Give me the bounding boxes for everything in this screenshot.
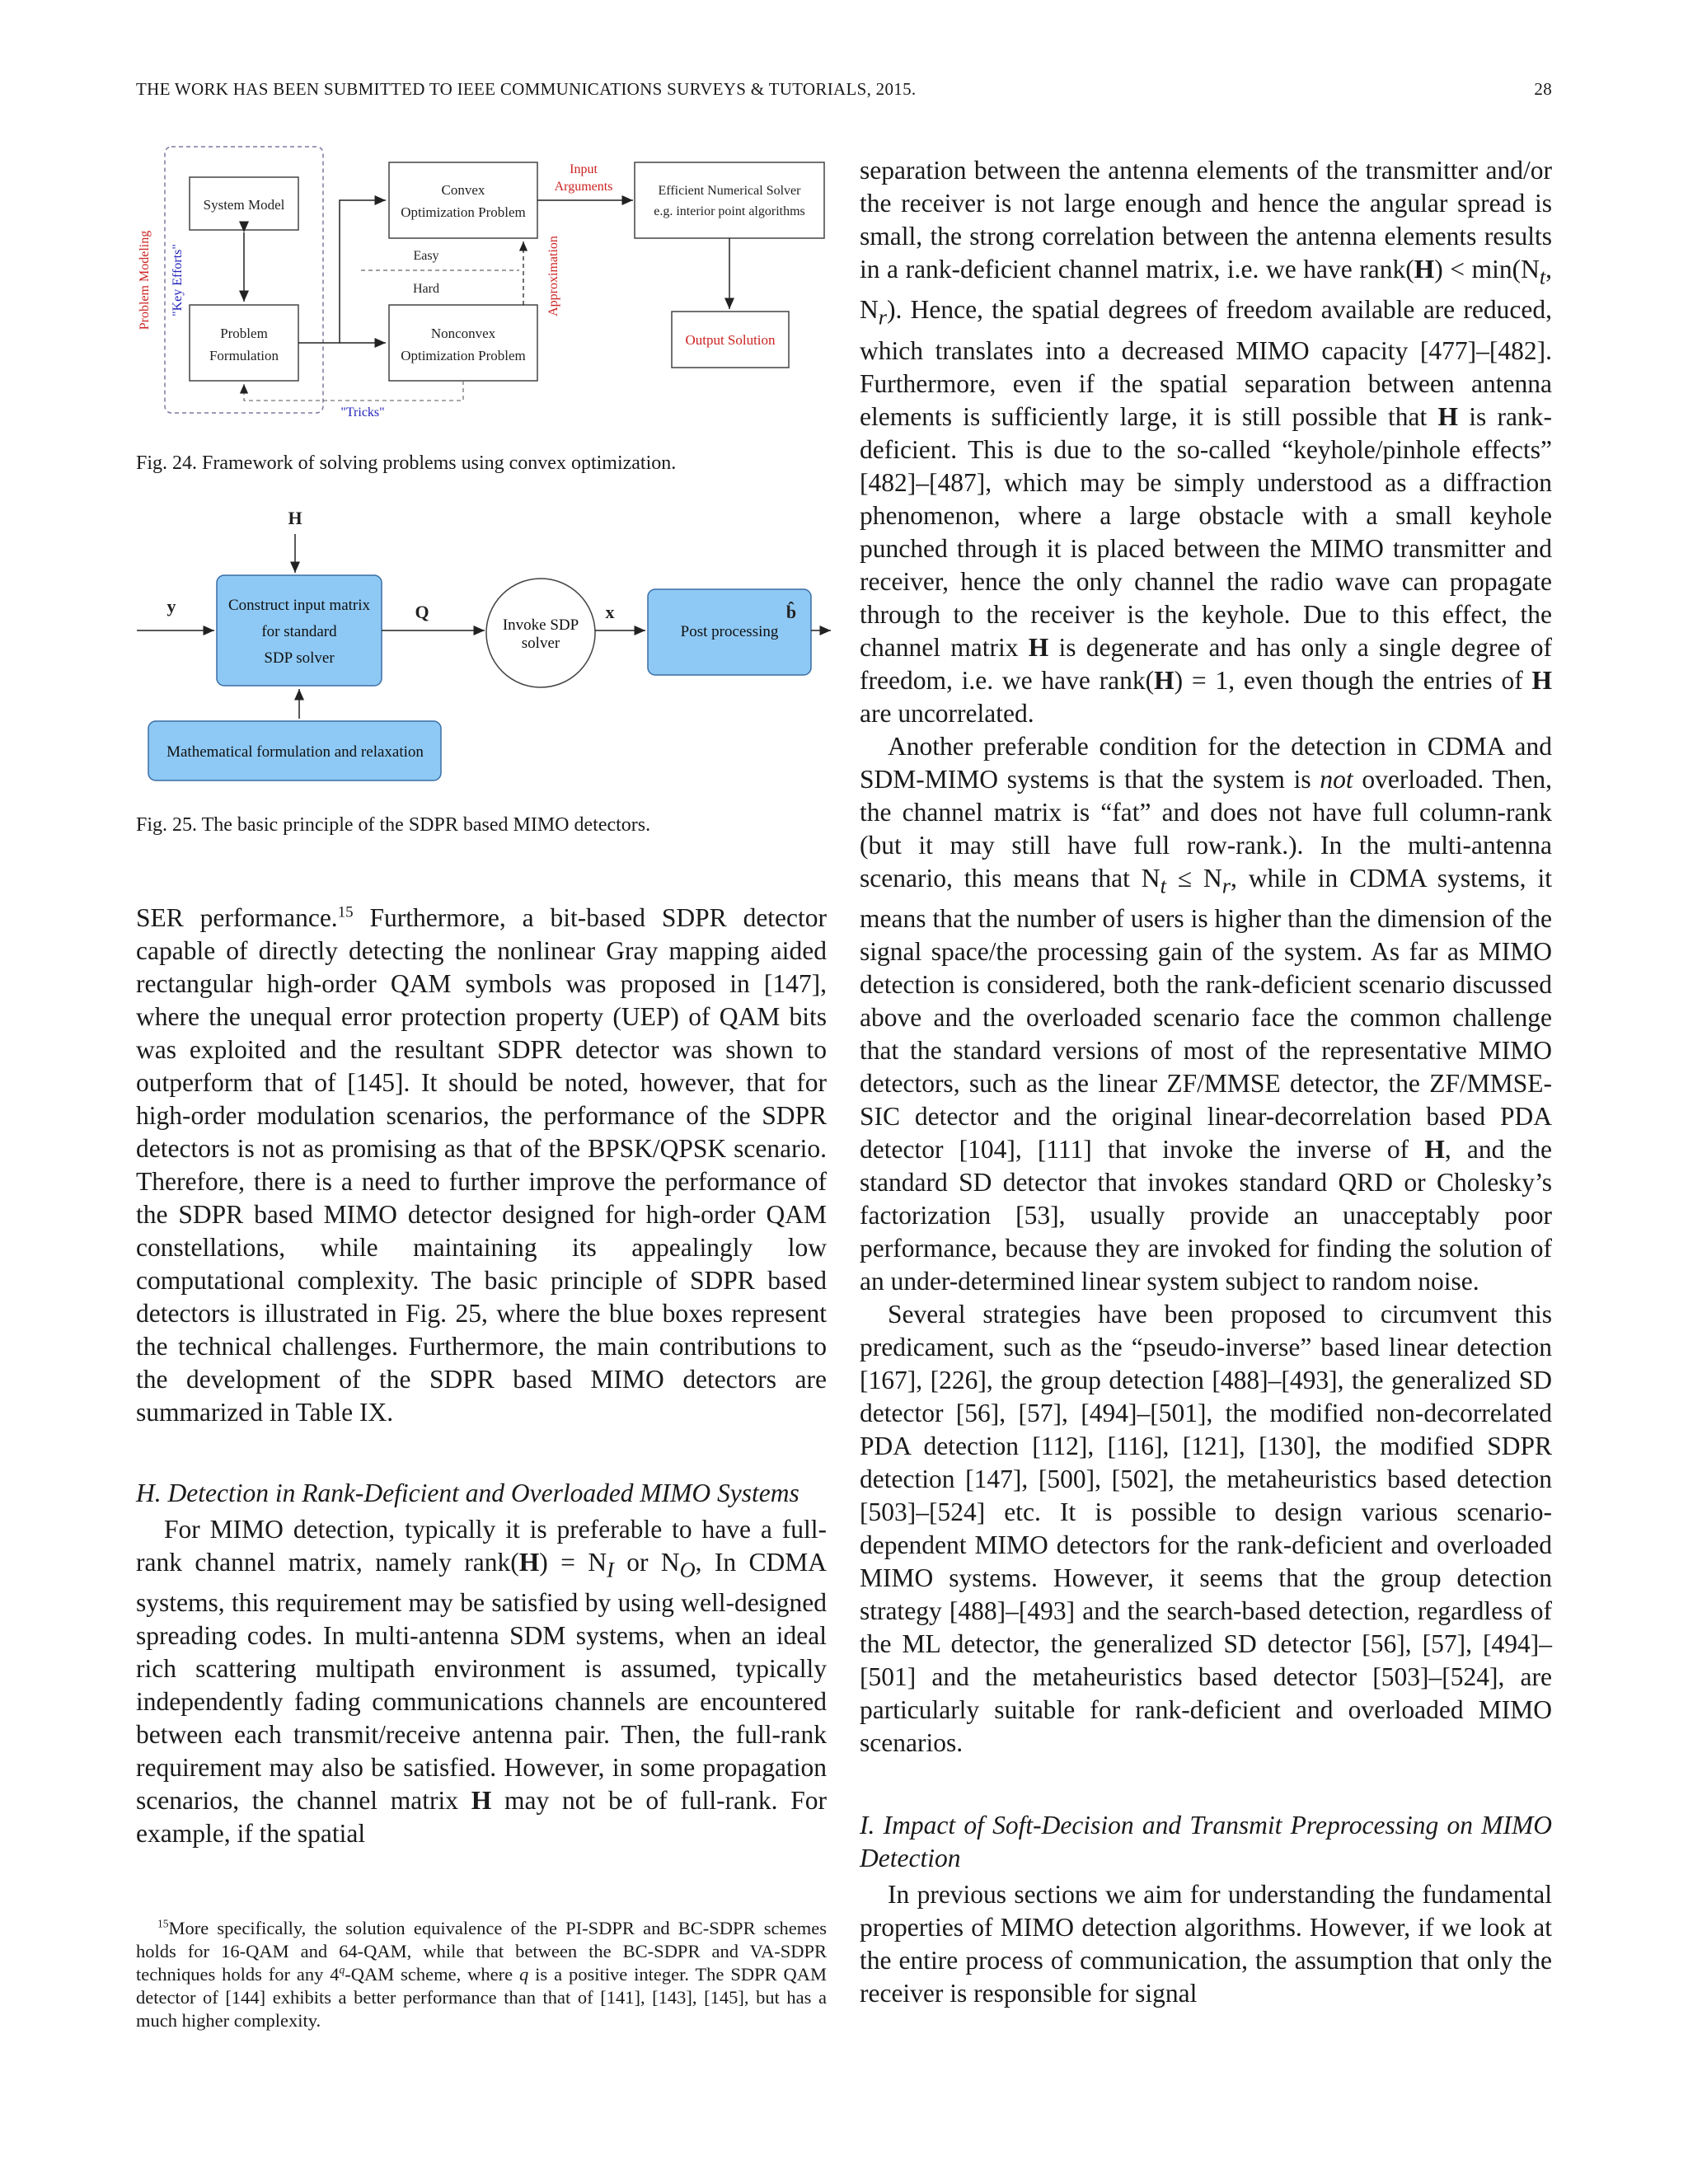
text: is a positive integer. The SDPR QAM detector of [144] exhibits a better performance than that of [141], [143], [145], but has a much higher complexity.: [136, 1964, 827, 2031]
footnote-15: [136, 1917, 827, 2032]
right-paragraph-4: In previous sections we aim for understanding the fundamental properties of MIMO detection algorithms. However, if we look at the entire process of communication, the assumption that only the receiver is responsible for signal: [860, 1879, 1552, 2008]
header-title: THE WORK HAS BEEN SUBMITTED TO IEEE COMMUNICATIONS SURVEYS & TUTORIALS, 2015.: [136, 79, 917, 99]
key-efforts-label: "Key Efforts": [171, 244, 185, 316]
y-label: y: [166, 596, 176, 616]
para-lead: SER performance.: [136, 903, 338, 932]
convex-label-2: Optimization Problem: [401, 204, 526, 220]
output-label: Output Solution: [685, 332, 776, 348]
hard-label: Hard: [413, 282, 439, 296]
solver-box: [635, 162, 824, 238]
footnote-marker[interactable]: 15: [337, 903, 354, 921]
right-paragraph-1: [860, 154, 1552, 730]
convex-label-1: Convex: [441, 182, 485, 198]
superscript: q: [339, 1963, 345, 1976]
text: are uncorrelated.: [860, 698, 1034, 728]
input-label-2: Arguments: [554, 180, 613, 194]
input-label-1: Input: [570, 162, 598, 176]
left-paragraph-1: [136, 902, 827, 1429]
matrix-h: H: [1437, 401, 1459, 431]
section-h-heading: H. Detection in Rank-Deficient and Overloaded MIMO Systems: [136, 1479, 799, 1507]
para-rest: Furthermore, a bit-based SDPR detector capable of directly detecting the nonlinear Gray mapping aided rectangular high-order QAM symbols was proposed in [147], where the unequal error protection property (UEP) of QAM bits was exploited and the resultant SDPR detector was shown to outperform that of [145]. It should be noted, however, that for high-order modulation scenarios, the performance of the SDPR detectors is not as promising as that of the BPSK/QPSK scenario. Therefore, there is a need to further improve the performance of the SDPR based MIMO detector designed for high-order QAM constellations, while maintaining its appealingly low computational complexity. The basic principle of SDPR based detectors is illustrated in Fig. 25, where the blue boxes represent the technical challenges. Furthermore, the main contributions to the development of the SDPR based MIMO detectors are summarized in Table IX.: [136, 903, 827, 1427]
approximation-label: Approximation: [546, 236, 560, 316]
left-column: [136, 902, 827, 1850]
solver-label-1: Efficient Numerical Solver: [658, 184, 801, 198]
tricks-label: "Tricks": [340, 405, 385, 419]
right-paragraph-3: Several strategies have been proposed to circumvent this predicament, such as the “pseudo-inverse” based linear detection [167], [226], the group detection [488]–[493], the generalized SD detector [56], [57], [494]–[501], the modified non-decorrelated PDA detection [112], [116], [121], [130], the modified SDPR detection [147], [500], [502], the metaheuristics based detection [503]–[524] etc. It is possible to design various scenario-dependent MIMO detectors for the rank-deficient and overloaded MIMO systems. However, it seems that the group detection strategy [488]–[493] and the search-based detection, regardless of the ML detector, the generalized SD detector [56], [57], [494]–[501] and the metaheuristics based detector [503]–[524], are particularly suitable for rank-deficient and overloaded MIMO scenarios.: [860, 1299, 1552, 1757]
text: , In CDMA systems, this requirement may be satisfied by using well-designed spreading codes. In multi-antenna SDM systems, when an ideal rich scattering multipath environment is assumed, typically independently fading communications channels are encountered between each transmit/receive antenna pair. Then, the full-rank requirement may also be satisfied. However, in some propagation scenarios, the channel matrix: [136, 1548, 827, 1816]
text: is degenerate and has only a single degree of freedom, i.e. we have rank(: [860, 632, 1553, 695]
running-header: [136, 79, 1552, 100]
problem-modeling-label: Problem Modeling: [138, 230, 152, 330]
text: ≤ N: [1165, 863, 1222, 893]
matrix-h: H: [1531, 665, 1552, 695]
tricks-arrow: [244, 381, 463, 401]
figure-25-caption: Fig. 25. The basic principle of the SDPR based MIMO detectors.: [136, 814, 651, 836]
right-paragraph-2: [860, 730, 1552, 1298]
construct-label-2: for standard: [261, 623, 337, 640]
x-label: x: [605, 602, 615, 622]
matrix-h: H: [1414, 255, 1435, 284]
subscript: r: [878, 305, 887, 330]
convex-box: [389, 162, 537, 238]
text: separation between the antenna elements of the transmitter and/or the receiver is not large enough and hence the angular spread is small, the strong correlation between the antenna elements results in a rank-deficient channel matrix, i.e. we have rank(: [860, 156, 1552, 284]
right-column: [860, 154, 1552, 2010]
easy-label: Easy: [413, 249, 439, 263]
text: ). Hence, the spatial degrees of freedom available are reduced, which translates into a decreased MIMO capacity [477]–[482]. Furthermore, even if the spatial separation between antenna elements is sufficiently large, it is still possible that: [860, 295, 1552, 431]
to-convex-arrow: [298, 200, 386, 343]
nonconvex-box: [389, 305, 537, 381]
text: ) < min(N: [1434, 255, 1540, 284]
matrix-h: H: [1154, 665, 1175, 695]
text: -QAM scheme, where: [345, 1964, 520, 1985]
footnote-number: 15: [157, 1917, 169, 1930]
math-label: Mathematical formulation and relaxation: [166, 743, 424, 761]
text: , N: [860, 255, 1552, 325]
figure-24-caption: Fig. 24. Framework of solving problems using convex optimization.: [136, 452, 677, 474]
text: , while in CDMA systems, it means that the number of users is higher than the dimension of the signal space/the processing gain of the system. As far as MIMO detection is considered, both the rank-deficient scenario discussed above and the overloaded scenario face the common challenge that the standard versions of most of the representative MIMO detectors, such as the linear ZF/MMSE detector, the ZF/MMSE-SIC detector and the original linear-decorrelation based PDA detector [104], [111] that invoke the inverse of: [860, 863, 1552, 1164]
text: is rank-deficient. This is due to the so-called “keyhole/pinhole effects” [482]–[487], which may be simply understood as a diffraction phenomenon, where a large obstacle with a small keyhole punched through it is placed between the MIMO transmitter and receiver, hence the only channel the radio wave can propagate through to the receiver is the keyhole. Due to this effect, the channel matrix: [860, 401, 1552, 662]
matrix-h: H: [471, 1786, 492, 1816]
figure-25-diagram: [132, 494, 832, 791]
nonconvex-label-2: Optimization Problem: [401, 348, 526, 363]
subscript: t: [1160, 873, 1166, 898]
matrix-h: H: [1424, 1134, 1445, 1164]
invoke-label-1: Invoke SDP: [502, 616, 579, 634]
text: ) = 1, even though the entries of: [1174, 665, 1532, 695]
q-label: Q: [415, 602, 429, 622]
variable: q: [519, 1964, 529, 1985]
formulation-label: Formulation: [209, 348, 279, 363]
section-i-heading: I. Impact of Soft-Decision and Transmit Preprocessing on MIMO Detection: [860, 1810, 1552, 1872]
b-hat-label: b̂: [785, 602, 797, 622]
matrix-h: H: [1028, 632, 1049, 662]
post-label: Post processing: [680, 623, 779, 640]
h-label: H: [288, 508, 302, 528]
text: For MIMO detection, typically it is preferable to have a full-rank channel matrix, namely rank(: [136, 1515, 827, 1577]
construct-label-3: SDP solver: [264, 649, 335, 667]
system-model-label: System Model: [203, 197, 285, 213]
text: ) = N: [539, 1548, 607, 1577]
subscript: I: [607, 1558, 614, 1582]
text: or N: [613, 1548, 680, 1577]
text: overloaded. Then, the channel matrix is “fat” and does not have full column-rank (but it may still have full row-rank.). In the multi-antenna scenario, this means that N: [860, 764, 1552, 893]
subscript: r: [1221, 873, 1231, 898]
subscript: t: [1539, 265, 1546, 289]
text: Another preferable condition for the detection in CDMA and SDM-MIMO systems is that the system is: [860, 731, 1552, 794]
left-paragraph-2: [136, 1513, 827, 1850]
text: may not be of full-rank. For example, if the spatial: [136, 1786, 827, 1849]
nonconvex-label-1: Nonconvex: [430, 326, 496, 341]
text: More specifically, the solution equivalence of the PI-SDPR and BC-SDPR schemes holds for 16-QAM and 64-QAM, while that between the BC-SDPR and VA-SDPR techniques holds for any 4: [136, 1918, 827, 1985]
subscript: O: [679, 1558, 696, 1582]
problem-label: Problem: [220, 326, 268, 341]
text: , and the standard SD detector that invokes standard QRD or Cholesky’s factorization [53], usually provide an unacceptably poor performance, because they are invoked for finding the solution of an under-determined linear system subject to random noise.: [860, 1134, 1552, 1296]
matrix-h: H: [518, 1548, 540, 1577]
page-number: 28: [1534, 79, 1552, 99]
solver-label-2: e.g. interior point algorithms: [654, 204, 805, 218]
figure-24-diagram: [124, 140, 832, 437]
invoke-label-2: solver: [521, 635, 560, 652]
emphasis: not: [1320, 764, 1353, 794]
problem-formulation-box: [190, 305, 298, 381]
construct-label-1: Construct input matrix: [227, 597, 371, 614]
